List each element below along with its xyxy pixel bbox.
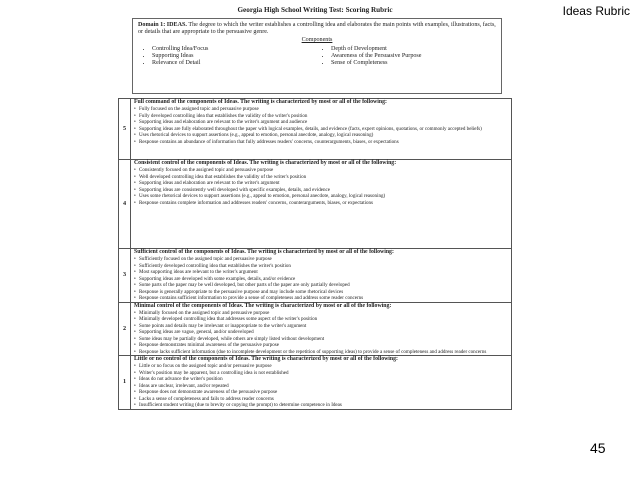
rubric-row-score-4 [119, 160, 512, 249]
score-cell: 2 [119, 302, 131, 356]
slide-title: Ideas Rubric [562, 4, 630, 18]
descriptor-bullet: • Supporting ideas are consistently well developed with specific examples, details, and evidence [134, 187, 508, 194]
rubric-row-score-3 [119, 249, 512, 303]
components-heading: Components [301, 37, 333, 44]
descriptor-cell [131, 99, 512, 160]
descriptor-bullet: • Uses some rhetorical devices to support assertions (e.g., appeal to emotion, personal anecdote, analogy, logical reasoning) [134, 193, 508, 200]
descriptor-bullet: • Writer's position may be apparent, but a controlling idea is not established [134, 370, 508, 377]
rubric-row-score-2 [119, 302, 512, 356]
descriptor-cell [131, 356, 512, 410]
component-item: • Supporting Ideas [152, 53, 317, 60]
descriptor-bullet: • Supporting ideas are fully elaborated throughout the paper with logical examples, details, and evidence (facts, expert opinions, quotations, or commonly accepted beliefs) [134, 126, 508, 133]
descriptor-bullet: • Some ideas may be partially developed, while others are simply listed without development [134, 336, 508, 343]
descriptor-bullet: • Fully developed controlling idea that establishes the validity of the writer's position [134, 113, 508, 120]
components-right-column [317, 46, 496, 68]
descriptor-bullet: • Some parts of the paper may be well developed, but other parts of the paper are only partially developed [134, 282, 508, 289]
descriptor-bullet: • Supporting ideas and elaboration are relevant to the writer's argument [134, 180, 508, 187]
descriptor-bullet: • Response is generally appropriate to the persuasive purpose and may include some rhetorical devices [134, 289, 508, 296]
descriptor-bullet: • Minimally developed controlling idea that addresses some aspect of the writer's position [134, 316, 508, 323]
descriptor-bullet: • Response demonstrates minimal awareness of the persuasive purpose [134, 342, 508, 349]
level-heading: Sufficient control of the components of Ideas. The writing is characterized by most or all of the following: [134, 249, 394, 255]
descriptor-bullet: • Insufficient student writing (due to brevity or copying the prompt) to determine competence in Ideas [134, 402, 508, 409]
descriptor-bullet: • Minimally focused on the assigned topic and persuasive purpose [134, 310, 508, 317]
descriptor-bullet: • Fully focused on the assigned topic and persuasive purpose [134, 106, 508, 113]
domain-definition: The degree to which the writer establishes a controlling idea and elaborates the main points with examples, illustrations, facts, or details that are appropriate to the persuasive genre. [138, 22, 496, 36]
rubric-table [118, 98, 512, 410]
descriptor-bullet: • Response does not demonstrate awareness of the persuasive purpose [134, 389, 508, 396]
descriptor-bullet: • Consistently focused on the assigned topic and persuasive purpose [134, 167, 508, 174]
level-heading: Consistent control of the components of Ideas. The writing is characterized by most or all of the following: [134, 160, 397, 166]
domain-description-box [132, 18, 502, 94]
descriptor-bullet: • Ideas do not advance the writer's position [134, 376, 508, 383]
domain-description [138, 22, 496, 36]
descriptor-bullet: • Sufficiently focused on the assigned topic and persuasive purpose [134, 256, 508, 263]
component-item: • Awareness of the Persuasive Purpose [331, 53, 496, 60]
score-cell: 5 [119, 99, 131, 160]
score-cell: 3 [119, 249, 131, 303]
components-left-column [138, 46, 317, 68]
descriptor-bullet: • Ideas are unclear, irrelevant, and/or repeated [134, 383, 508, 390]
descriptor-bullet: • Response lacks sufficient information (due to incomplete development or the repetition of supporting ideas) to provide a sense of completeness and address reader concerns [134, 349, 508, 356]
page-number: 45 [590, 440, 606, 456]
descriptor-bullet: • Most supporting ideas are relevant to the writer's argument [134, 269, 508, 276]
rubric-row-score-5 [119, 99, 512, 160]
descriptor-bullet: • Some points and details may be irrelevant or inappropriate to the writer's argument [134, 323, 508, 330]
domain-name: Domain 1: IDEAS. [138, 22, 187, 28]
rubric-row-score-1 [119, 356, 512, 410]
descriptor-bullet: • Response contains an abundance of information that fully addresses readers' concerns, counterarguments, biases, or expectations [134, 139, 508, 146]
descriptor-cell [131, 249, 512, 303]
score-cell: 4 [119, 160, 131, 249]
level-heading: Little or no control of the components of Ideas. The writing is characterized by most or all of the following: [134, 356, 398, 362]
component-item: • Depth of Development [331, 46, 496, 53]
descriptor-cell [131, 302, 512, 356]
descriptor-bullet: • Little or no focus on the assigned topic and/or persuasive purpose [134, 363, 508, 370]
rubric-document [118, 4, 512, 475]
descriptor-bullet: • Response contains sufficient information to provide a sense of completeness and address some reader concerns [134, 295, 508, 302]
component-item: • Relevance of Detail [152, 60, 317, 67]
component-item: • Sense of Completeness [331, 60, 496, 67]
descriptor-cell [131, 160, 512, 249]
descriptor-bullet: • Supporting ideas are developed with some examples, details, and/or evidence [134, 276, 508, 283]
document-title: Georgia High School Writing Test: Scoring Rubric [237, 6, 393, 14]
descriptor-bullet: • Sufficiently developed controlling idea that establishes the writer's position [134, 263, 508, 270]
descriptor-bullet: • Lacks a sense of completeness and fails to address reader concerns [134, 396, 508, 403]
components-list [138, 46, 496, 68]
level-heading: Full command of the components of Ideas. The writing is characterized by most or all of the following: [134, 99, 387, 105]
descriptor-bullet: • Response contains complete information and addresses readers' concerns, counterarguments, biases, or expectations [134, 200, 508, 207]
level-heading: Minimal control of the components of Ideas. The writing is characterized by most or all of the following: [134, 302, 392, 309]
component-item: • Controlling Idea/Focus [152, 46, 317, 53]
descriptor-bullet: • Uses rhetorical devices to support assertions (e.g., appeal to emotion, personal anecdote, analogy, logical reasoning) [134, 132, 508, 139]
score-cell: 1 [119, 356, 131, 410]
descriptor-bullet: • Supporting ideas and elaboration are relevant to the writer's argument and audience [134, 119, 508, 126]
descriptor-bullet: • Well developed controlling idea that establishes the validity of the writer's position [134, 174, 508, 181]
descriptor-bullet: • Supporting ideas are vague, general, and/or undeveloped [134, 329, 508, 336]
